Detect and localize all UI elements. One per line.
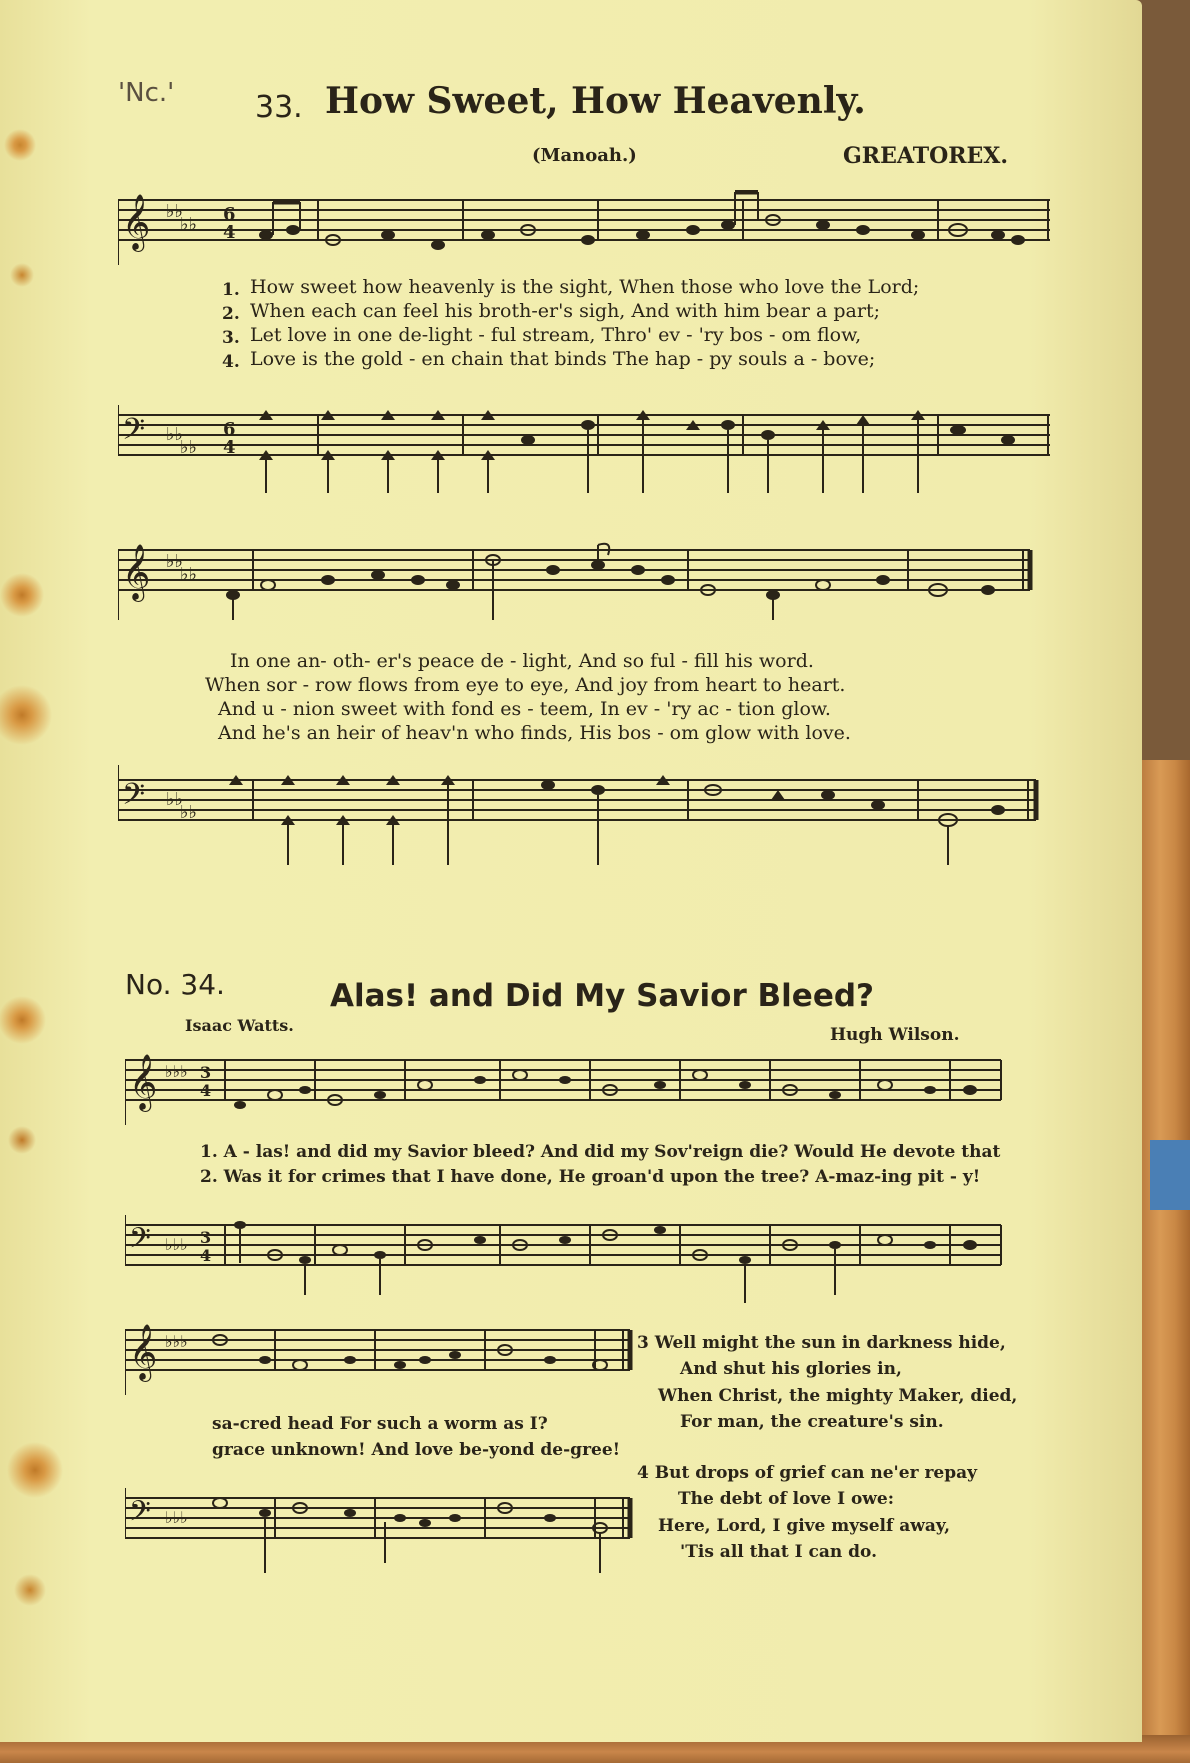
- hymn-34-s2-line-2: grace unknown! And love be-yond de-gree!: [212, 1440, 621, 1460]
- hymn-34-s1-line-1: 1. A - las! and did my Savior bleed? And did my Sov'reign die? Would He devote that: [200, 1142, 1001, 1162]
- hymn-34-composer: Hugh Wilson.: [830, 1025, 960, 1045]
- hymn-33-bass-staff-2: [118, 765, 1050, 875]
- hymn-33-s1-line-1: How sweet how heavenly is the sight, When those who love the Lord;: [250, 276, 920, 298]
- hymn-33-s1-num-4: 4.: [222, 352, 240, 372]
- svg-text:𝄞: 𝄞: [129, 1054, 158, 1110]
- hymn-33-s1-line-4: Love is the gold - en chain that binds The hap - py souls a - bove;: [250, 348, 876, 370]
- svg-text:♭♭♭: ♭♭♭: [165, 1062, 188, 1081]
- svg-text:♭♭♭: ♭♭♭: [165, 1508, 188, 1527]
- hymn-33-composer: GREATOREX.: [843, 143, 1009, 169]
- hymn-34-title: Alas! and Did My Savior Bleed?: [330, 978, 875, 1014]
- stanza-3-line-2: And shut his glories in,: [680, 1359, 902, 1379]
- corner-mark: 'Nc.': [118, 78, 175, 108]
- hymn-34-treble-staff-2: [125, 1320, 635, 1400]
- hymn-33-treble-staff-2: [118, 540, 1050, 625]
- hymn-33-tune: (Manoah.): [532, 145, 637, 166]
- hymn-34-bass-staff-1: [125, 1215, 1005, 1310]
- hymn-34-author: Isaac Watts.: [185, 1016, 294, 1035]
- hymn-33-s1-line-2: When each can feel his broth-er's sigh, And with him bear a part;: [250, 300, 880, 322]
- svg-text:♭♭: ♭♭: [180, 802, 197, 823]
- hymn-33-s2-line-2: When sor - row flows from eye to eye, And joy from heart to heart.: [205, 674, 846, 696]
- stanza-3-line-1: 3 Well might the sun in darkness hide,: [637, 1333, 1006, 1353]
- hymn-34-s1-line-2: 2. Was it for crimes that I have done, He groan'd upon the tree? A-maz-ing pit - y!: [200, 1167, 981, 1187]
- hymn-34-treble-staff-1: [125, 1050, 1005, 1130]
- hymn-33-s2-line-4: And he's an heir of heav'n who finds, His bos - om glow with love.: [218, 722, 851, 744]
- svg-text:♭♭: ♭♭: [166, 201, 183, 222]
- hymn-34-bass-staff-2: [125, 1488, 635, 1578]
- stanza-3-line-4: For man, the creature's sin.: [680, 1412, 944, 1432]
- svg-text:♭♭: ♭♭: [166, 424, 183, 445]
- hymn-33-treble-staff-1: [118, 190, 1050, 270]
- svg-text:3: 3: [200, 1063, 212, 1082]
- stanza-3-line-3: When Christ, the mighty Maker, died,: [658, 1386, 1018, 1406]
- hymn-33-s1-num-2: 2.: [222, 304, 240, 324]
- svg-text:𝄞: 𝄞: [122, 544, 151, 600]
- svg-text:𝄞: 𝄞: [129, 1324, 158, 1380]
- hymn-33-number: 33.: [255, 90, 303, 125]
- hymn-33-s1-num-3: 3.: [222, 328, 240, 348]
- stanza-4-line-3: Here, Lord, I give myself away,: [658, 1516, 951, 1536]
- svg-text:♭♭: ♭♭: [180, 437, 197, 458]
- hymn-33-bass-staff-1: [118, 405, 1050, 500]
- svg-text:𝄢: 𝄢: [129, 1222, 151, 1262]
- svg-text:3: 3: [200, 1228, 212, 1247]
- svg-text:𝄢: 𝄢: [122, 778, 146, 819]
- svg-text:♭♭♭: ♭♭♭: [165, 1332, 188, 1351]
- wooden-table-edge: [1140, 760, 1190, 1763]
- svg-text:𝄞: 𝄞: [122, 194, 151, 250]
- svg-text:6: 6: [223, 419, 236, 440]
- hymn-33-s1-num-1: 1.: [222, 280, 240, 300]
- svg-text:♭♭: ♭♭: [180, 564, 197, 585]
- hymn-34-number: No. 34.: [125, 968, 225, 1001]
- svg-text:♭♭: ♭♭: [166, 789, 183, 810]
- svg-text:♭♭♭: ♭♭♭: [165, 1235, 188, 1254]
- svg-text:𝄢: 𝄢: [129, 1495, 151, 1535]
- svg-text:4: 4: [223, 222, 236, 243]
- stanza-4-line-2: The debt of love I owe:: [678, 1489, 895, 1509]
- svg-text:6: 6: [223, 204, 236, 225]
- hymn-33-title: How Sweet, How Heavenly.: [325, 80, 866, 122]
- blue-paper-scrap: [1150, 1140, 1190, 1210]
- stanza-4-line-1: 4 But drops of grief can ne'er repay: [637, 1463, 977, 1483]
- svg-text:4: 4: [200, 1081, 212, 1100]
- hymn-33-s2-line-1: In one an- oth- er's peace de - light, And so ful - fill his word.: [230, 650, 814, 672]
- hymn-34-s2-line-1: sa-cred head For such a worm as I?: [212, 1414, 548, 1434]
- svg-text:4: 4: [223, 437, 236, 458]
- svg-text:♭♭: ♭♭: [180, 214, 197, 235]
- svg-text:𝄢: 𝄢: [122, 413, 146, 454]
- hymn-33-s2-line-3: And u - nion sweet with fond es - teem, In ev - 'ry ac - tion glow.: [218, 698, 831, 720]
- stanza-4-line-4: 'Tis all that I can do.: [680, 1542, 878, 1562]
- svg-text:♭♭: ♭♭: [166, 551, 183, 572]
- hymn-33-s1-line-3: Let love in one de-light - ful stream, Thro' ev - 'ry bos - om flow,: [250, 324, 862, 346]
- svg-text:4: 4: [200, 1246, 212, 1265]
